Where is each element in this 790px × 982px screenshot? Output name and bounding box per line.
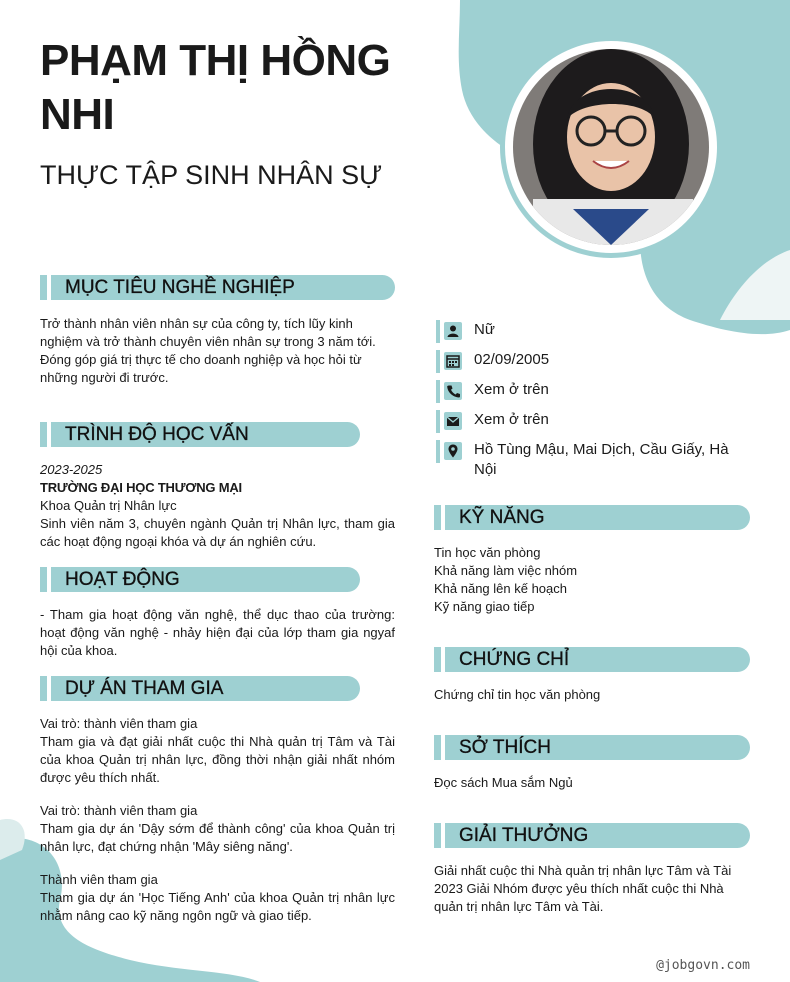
awards-text: Giải nhất cuộc thi Nhà quản trị nhân lực Tâm và Tài 2023 Giải Nhóm được yêu thích nhất cuộc thi Nhà quản trị nhân lực Tâm và Tài. [434, 863, 732, 914]
watermark: @jobgovn.com [656, 958, 750, 973]
info-row-gender [444, 320, 744, 344]
project-description: Tham gia dự án 'Dậy sớm để thành công' của khoa Quản trị nhân lực, đạt chứng nhận 'Mây siêng năng'. [40, 821, 395, 854]
section-header-skills [434, 505, 750, 530]
education-period: 2023-2025 [40, 462, 103, 477]
info-value: Hồ Tùng Mậu, Mai Dịch, Cầu Giấy, Hà Nội [474, 441, 729, 478]
section-header-activities [40, 567, 360, 592]
section-title: MỤC TIÊU NGHỀ NGHIỆP [65, 277, 295, 298]
avatar [500, 36, 722, 258]
section-header-projects [40, 676, 360, 701]
location-icon [444, 442, 462, 460]
section-header-certificates [434, 647, 750, 672]
activities-text: - Tham gia hoạt động văn nghệ, thể dục thao của trường: hoạt động văn nghệ - nhảy hiện đại của lớp tham gia ngyaf hội của khoa. [40, 607, 395, 658]
calendar-icon [444, 352, 462, 370]
email-icon [444, 412, 462, 430]
project-role: Vai trò: thành viên tham gia [40, 716, 198, 731]
info-row-address [444, 440, 744, 484]
section-title: CHỨNG CHỈ [459, 649, 570, 670]
info-row-phone [444, 380, 744, 404]
skill-item: Khả năng lên kế hoạch [434, 581, 567, 596]
skill-item: Khả năng làm việc nhóm [434, 563, 578, 578]
info-row-birthday [444, 350, 744, 374]
project-description: Tham gia và đạt giải nhất cuộc thi Nhà quản trị Tâm và Tài của khoa Quản trị nhân lực, đồng thời nhận giải nhất nhóm được yêu thích nhất. [40, 734, 395, 785]
education-description: Sinh viên năm 3, chuyên ngành Quản trị Nhân lực, tham gia các hoạt động ngoại khóa và dự án nghiên cứu. [40, 516, 395, 549]
info-value: Nữ [474, 321, 495, 338]
project-role: Vai trò: thành viên tham gia [40, 803, 198, 818]
section-title: HOẠT ĐỘNG [65, 569, 180, 590]
education-school: TRƯỜNG ĐẠI HỌC THƯƠNG MẠI [40, 480, 242, 495]
section-title: GIẢI THƯỞNG [459, 825, 589, 846]
candidate-name: PHẠM THỊ HỒNG NHI [40, 36, 391, 139]
certificate-text: Chứng chỉ tin học văn phòng [434, 687, 601, 702]
hobbies-text: Đọc sách Mua sắm Ngủ [434, 775, 573, 790]
section-title: SỞ THÍCH [459, 737, 551, 758]
section-title: KỸ NĂNG [459, 507, 545, 528]
project-description: Tham gia dự án 'Học Tiếng Anh' của khoa Quản trị nhân lực nhằm nâng cao kỹ năng ngôn ngữ và giao tiếp. [40, 890, 395, 923]
education-faculty: Khoa Quản trị Nhân lực [40, 498, 177, 513]
profile-photo [513, 49, 709, 245]
project-role: Thành viên tham gia [40, 872, 158, 887]
objective-text: Trở thành nhân viên nhân sự của công ty, tích lũy kinh nghiệm và trở thành chuyên viên nhân sự trong 3 năm tới. Đóng góp giá trị thực tế cho doanh nghiệp và học hỏi từ những người đi trước. [40, 316, 376, 385]
job-title: THỰC TẬP SINH NHÂN SỰ [40, 160, 383, 190]
info-row-email [444, 410, 744, 434]
section-title: DỰ ÁN THAM GIA [65, 678, 224, 699]
phone-icon [444, 382, 462, 400]
section-header-education [40, 422, 360, 447]
info-value: 02/09/2005 [474, 351, 550, 368]
section-header-hobbies [434, 735, 750, 760]
skill-item: Kỹ năng giao tiếp [434, 599, 535, 614]
person-icon [444, 322, 462, 340]
section-title: TRÌNH ĐỘ HỌC VẤN [65, 424, 249, 445]
info-value: Xem ở trên [474, 381, 549, 398]
section-header-awards [434, 823, 750, 848]
section-header-objective [40, 275, 395, 300]
info-value: Xem ở trên [474, 411, 549, 428]
skill-item: Tin học văn phòng [434, 545, 541, 560]
